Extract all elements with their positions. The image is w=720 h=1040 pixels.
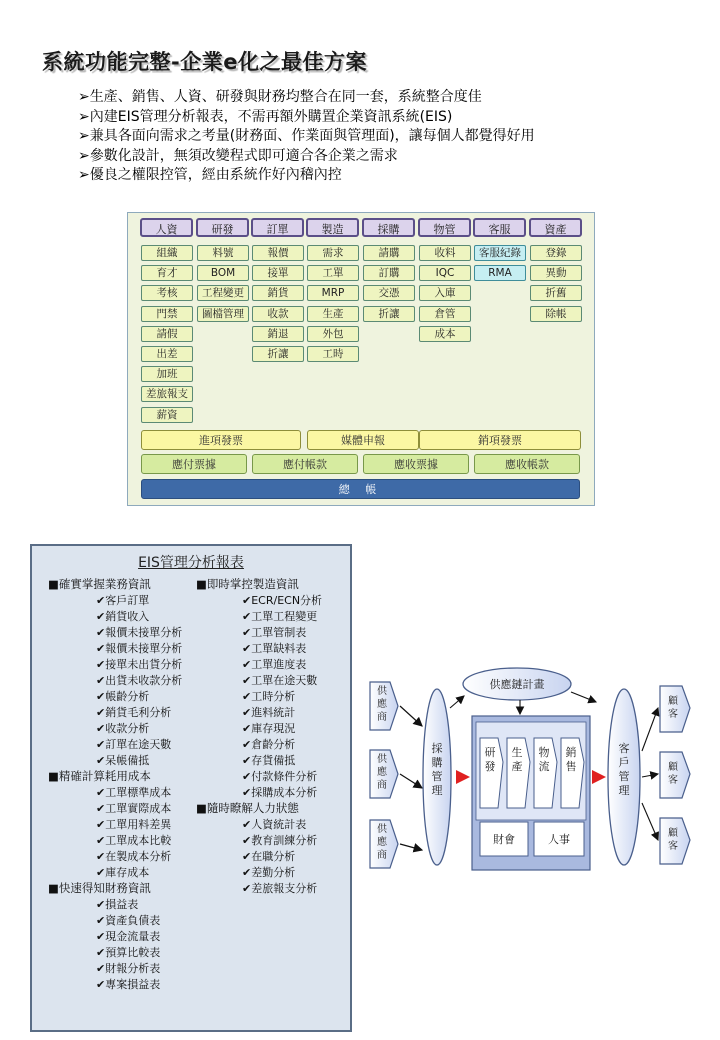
eis-report-label: 庫存成本	[105, 866, 150, 879]
module-item[interactable]: 訂購	[363, 265, 415, 281]
eis-report-label: 呆帳備抵	[105, 754, 150, 767]
eis-report-item[interactable]	[96, 640, 182, 656]
module-header[interactable]: 製造	[306, 218, 359, 237]
eis-report-item[interactable]	[242, 848, 295, 864]
check-icon: ✔	[242, 690, 252, 703]
eis-report-item[interactable]	[242, 608, 317, 624]
eis-report-label: ECR/ECN分析	[251, 594, 323, 607]
hr-label: 人事	[548, 833, 570, 846]
crm-label: 客戶管理	[618, 742, 630, 797]
eis-report-label: 收款分析	[105, 722, 150, 735]
eis-report-label: 工單工程變更	[251, 610, 318, 623]
check-icon: ✔	[96, 818, 106, 831]
module-item[interactable]: 工時	[307, 346, 359, 362]
eis-report-item[interactable]	[242, 784, 317, 800]
eis-report-label: 接單未出貨分析	[105, 658, 183, 671]
eis-section-heading: ■快速得知財務資訊	[48, 881, 151, 895]
module-header[interactable]: 客服	[473, 218, 526, 237]
module-item[interactable]: 客服紀錄	[474, 245, 526, 261]
eis-report-item[interactable]	[96, 848, 171, 864]
module-item[interactable]: 折舊	[530, 285, 582, 301]
ledger-sub-bar[interactable]: 應收票據	[363, 454, 469, 474]
eis-report-label: 差旅報支分析	[251, 882, 318, 895]
eis-report-item[interactable]	[242, 736, 295, 752]
eis-report-item[interactable]	[242, 832, 317, 848]
check-icon: ✔	[96, 674, 106, 687]
check-icon: ✔	[96, 786, 106, 799]
eis-section-heading: ■即時掌控製造資訊	[196, 577, 299, 591]
eis-report-label: 差勤分析	[251, 866, 296, 879]
customer-label: 顧客	[668, 828, 678, 852]
check-icon: ✔	[242, 866, 252, 879]
check-icon: ✔	[96, 642, 106, 655]
eis-report-label: 現金流量表	[105, 930, 161, 943]
feature-item: ➢內建EIS管理分析報表，不需再額外購置企業資訊系統(EIS)	[78, 108, 453, 125]
customer-label: 顧客	[668, 762, 678, 786]
module-item[interactable]: 生產	[307, 306, 359, 322]
eis-section-heading: ■精確計算耗用成本	[48, 769, 151, 783]
eis-report-label: 存貨備抵	[251, 754, 296, 767]
eis-report-item[interactable]	[96, 624, 182, 640]
eis-report-item[interactable]	[96, 784, 171, 800]
eis-report-label: 帳齡分析	[105, 690, 150, 703]
check-icon: ✔	[96, 610, 106, 623]
module-item[interactable]: 出差	[141, 346, 193, 362]
check-icon: ✔	[96, 706, 106, 719]
arrow	[571, 692, 596, 702]
supplier-label: 供應商	[377, 754, 387, 791]
module-item[interactable]: 接單	[252, 265, 304, 281]
eis-report-item[interactable]	[242, 816, 306, 832]
eis-report-label: 出貨未收款分析	[105, 674, 183, 687]
eis-report-label: 工單標準成本	[105, 786, 172, 799]
eis-report-label: 庫存現況	[251, 722, 296, 735]
check-icon: ✔	[96, 962, 106, 975]
supply-chain-diagram	[360, 660, 716, 892]
check-icon: ✔	[242, 882, 252, 895]
check-icon: ✔	[96, 834, 106, 847]
module-header[interactable]: 物管	[418, 218, 471, 237]
module-item[interactable]: 門禁	[141, 306, 193, 322]
eis-report-item[interactable]	[96, 960, 160, 976]
eis-report-item[interactable]	[242, 704, 295, 720]
eis-report-item[interactable]	[96, 800, 171, 816]
eis-report-label: 銷貨收入	[105, 610, 150, 623]
check-icon: ✔	[96, 594, 106, 607]
eis-report-label: 工單管制表	[251, 626, 307, 639]
eis-report-item[interactable]	[242, 768, 317, 784]
feature-item: ➢兼具各面向需求之考量(財務面、作業面與管理面)，讓每個人都覺得好用	[78, 128, 535, 144]
eis-report-item[interactable]	[242, 656, 306, 672]
check-icon: ✔	[96, 978, 106, 991]
general-ledger-bar[interactable]: 總 帳	[141, 479, 580, 499]
eis-report-item[interactable]	[242, 672, 317, 688]
check-icon: ✔	[242, 786, 252, 799]
eis-report-label: 工單用料差異	[105, 818, 172, 831]
check-icon: ✔	[242, 818, 252, 831]
check-icon: ✔	[96, 626, 106, 639]
tax-bar[interactable]: 銷項發票	[419, 430, 581, 450]
eis-report-item[interactable]	[242, 720, 295, 736]
arrow	[642, 803, 658, 840]
supplier-label: 供應商	[377, 686, 387, 723]
function-label: 研發	[484, 746, 496, 773]
module-item[interactable]: 圖檔管理	[197, 306, 249, 322]
eis-report-label: 教育訓練分析	[251, 834, 318, 847]
check-icon: ✔	[242, 850, 252, 863]
module-item[interactable]: 報價	[252, 245, 304, 261]
function-label: 銷售	[565, 746, 577, 773]
ledger-sub-bar[interactable]: 應付票據	[141, 454, 247, 474]
customer-label: 顧客	[668, 696, 678, 720]
arrow	[642, 774, 658, 777]
eis-report-label: 訂單在途天數	[105, 738, 172, 751]
module-item[interactable]: MRP	[307, 285, 359, 301]
eis-report-item[interactable]	[96, 608, 149, 624]
check-icon: ✔	[242, 706, 252, 719]
eis-report-item[interactable]	[96, 864, 149, 880]
eis-report-item[interactable]	[96, 736, 171, 752]
check-icon: ✔	[242, 674, 252, 687]
check-icon: ✔	[242, 834, 252, 847]
eis-report-label: 銷貨毛利分析	[105, 706, 172, 719]
eis-report-item[interactable]	[96, 688, 149, 704]
module-item[interactable]: 銷退	[252, 326, 304, 342]
module-item[interactable]: 收款	[252, 306, 304, 322]
module-grid	[127, 212, 595, 506]
check-icon: ✔	[96, 930, 106, 943]
eis-report-item[interactable]	[242, 864, 295, 880]
finance-label: 財會	[493, 833, 515, 846]
check-icon: ✔	[96, 850, 106, 863]
check-icon: ✔	[96, 802, 106, 815]
function-label: 生產	[511, 746, 523, 773]
module-item[interactable]: 異動	[530, 265, 582, 281]
eis-report-label: 損益表	[105, 898, 139, 911]
eis-title: EIS管理分析報表	[138, 555, 244, 571]
check-icon: ✔	[96, 690, 106, 703]
eis-section-heading: ■確實掌握業務資訊	[48, 577, 151, 591]
module-item[interactable]: 組織	[141, 245, 193, 261]
eis-report-label: 在職分析	[251, 850, 296, 863]
check-icon: ✔	[96, 914, 106, 927]
eis-report-label: 客戶訂單	[105, 594, 150, 607]
module-item[interactable]: 需求	[307, 245, 359, 261]
check-icon: ✔	[242, 626, 252, 639]
module-item[interactable]: 成本	[419, 326, 471, 342]
module-header[interactable]: 訂單	[251, 218, 304, 237]
procurement-label: 採購管理	[431, 742, 443, 797]
eis-report-label: 人資統計表	[251, 818, 307, 831]
eis-report-item[interactable]	[96, 944, 160, 960]
module-item[interactable]: 外包	[307, 326, 359, 342]
module-item[interactable]: 請假	[141, 326, 193, 342]
eis-report-label: 預算比較表	[105, 946, 161, 959]
tax-bar[interactable]: 媒體申報	[307, 430, 419, 450]
check-icon: ✔	[242, 754, 252, 767]
red-arrow-icon	[456, 770, 470, 784]
eis-report-label: 倉齡分析	[251, 738, 296, 751]
module-item[interactable]: 差旅報支	[141, 386, 193, 402]
eis-report-item[interactable]	[242, 624, 306, 640]
check-icon: ✔	[242, 770, 252, 783]
eis-report-label: 在製成本分析	[105, 850, 172, 863]
check-icon: ✔	[96, 738, 106, 751]
module-header[interactable]: 資產	[529, 218, 582, 237]
module-item[interactable]: 折讓	[363, 306, 415, 322]
feature-item: ➢生產、銷售、人資、研發與財務均整合在同一套，系統整合度佳	[78, 89, 482, 105]
module-item[interactable]: RMA	[474, 265, 526, 281]
module-item[interactable]: 工單	[307, 265, 359, 281]
eis-report-item[interactable]	[96, 720, 149, 736]
eis-report-item[interactable]	[96, 752, 149, 768]
eis-report-item[interactable]	[242, 592, 322, 608]
eis-report-item[interactable]	[96, 976, 160, 992]
module-item[interactable]: 入庫	[419, 285, 471, 301]
feature-item: ➢優良之權限控管，經由系統作好內稽內控	[78, 167, 342, 183]
arrow	[400, 706, 422, 726]
check-icon: ✔	[96, 866, 106, 879]
module-item[interactable]: 薪資	[141, 407, 193, 423]
eis-report-item[interactable]	[96, 704, 171, 720]
red-arrow-icon	[592, 770, 606, 784]
module-header[interactable]: 人資	[140, 218, 193, 237]
module-header[interactable]: 研發	[196, 218, 249, 237]
supplier-label: 供應商	[377, 824, 387, 861]
eis-report-label: 報價未接單分析	[105, 642, 183, 655]
ledger-sub-bar[interactable]: 應收帳款	[474, 454, 580, 474]
eis-report-label: 專案損益表	[105, 978, 161, 991]
arrow	[400, 844, 422, 850]
check-icon: ✔	[242, 658, 252, 671]
supply-chain-label: 供應鏈計畫	[489, 678, 545, 691]
eis-report-label: 工單進度表	[251, 658, 307, 671]
eis-report-label: 工單缺料表	[251, 642, 307, 655]
eis-report-item[interactable]	[242, 640, 306, 656]
eis-report-label: 進料統計	[251, 706, 296, 719]
module-header[interactable]: 採購	[362, 218, 415, 237]
eis-report-label: 報價未接單分析	[105, 626, 183, 639]
module-item[interactable]: BOM	[197, 265, 249, 281]
module-item[interactable]: 折讓	[252, 346, 304, 362]
module-item[interactable]: 銷貨	[252, 285, 304, 301]
tax-bar[interactable]: 進項發票	[141, 430, 301, 450]
module-item[interactable]: 育才	[141, 265, 193, 281]
feature-item: ➢參數化設計，無須改變程式即可適合各企業之需求	[78, 147, 398, 164]
eis-report-item[interactable]	[242, 880, 317, 896]
eis-report-item[interactable]	[96, 592, 149, 608]
eis-report-label: 財報分析表	[105, 962, 161, 975]
eis-report-label: 採購成本分析	[251, 786, 318, 799]
module-item[interactable]: 交憑	[363, 285, 415, 301]
check-icon: ✔	[242, 610, 252, 623]
check-icon: ✔	[96, 754, 106, 767]
eis-report-item[interactable]	[242, 752, 295, 768]
eis-report-label: 付款條件分析	[251, 770, 318, 783]
ledger-sub-bar[interactable]: 應付帳款	[252, 454, 358, 474]
eis-report-item[interactable]	[96, 912, 160, 928]
module-item[interactable]: 工程變更	[197, 285, 249, 301]
check-icon: ✔	[96, 946, 106, 959]
module-item[interactable]: 倉管	[419, 306, 471, 322]
check-icon: ✔	[242, 594, 252, 607]
eis-report-label: 工時分析	[251, 690, 296, 703]
eis-report-item[interactable]	[96, 656, 182, 672]
check-icon: ✔	[96, 658, 106, 671]
module-item[interactable]: 除帳	[530, 306, 582, 322]
function-label: 物流	[538, 746, 550, 773]
eis-report-item[interactable]	[96, 928, 160, 944]
module-item[interactable]: 考核	[141, 285, 193, 301]
module-item[interactable]: 收料	[419, 245, 471, 261]
page-title: 系統功能完整-企業e化之最佳方案	[42, 50, 367, 74]
check-icon: ✔	[242, 642, 252, 655]
eis-report-item[interactable]	[242, 688, 295, 704]
check-icon: ✔	[242, 738, 252, 751]
eis-report-panel	[30, 544, 352, 1032]
module-item[interactable]: IQC	[419, 265, 471, 281]
arrow	[642, 708, 658, 751]
arrow	[450, 696, 464, 708]
eis-report-label: 資產負債表	[105, 914, 161, 927]
feature-list	[78, 88, 535, 186]
eis-report-item[interactable]	[96, 816, 171, 832]
eis-report-label: 工單成本比較	[105, 834, 172, 847]
module-item[interactable]: 加班	[141, 366, 193, 382]
eis-report-item[interactable]	[96, 896, 138, 912]
module-item[interactable]: 請購	[363, 245, 415, 261]
check-icon: ✔	[242, 722, 252, 735]
eis-report-label: 工單實際成本	[105, 802, 172, 815]
eis-report-item[interactable]	[96, 832, 171, 848]
eis-report-item[interactable]	[96, 672, 182, 688]
eis-report-label: 工單在途天數	[251, 674, 318, 687]
eis-section-heading: ■隨時瞭解人力狀態	[196, 801, 299, 815]
arrow	[400, 774, 422, 788]
check-icon: ✔	[96, 898, 106, 911]
module-item[interactable]: 料號	[197, 245, 249, 261]
module-item[interactable]: 登錄	[530, 245, 582, 261]
check-icon: ✔	[96, 722, 106, 735]
